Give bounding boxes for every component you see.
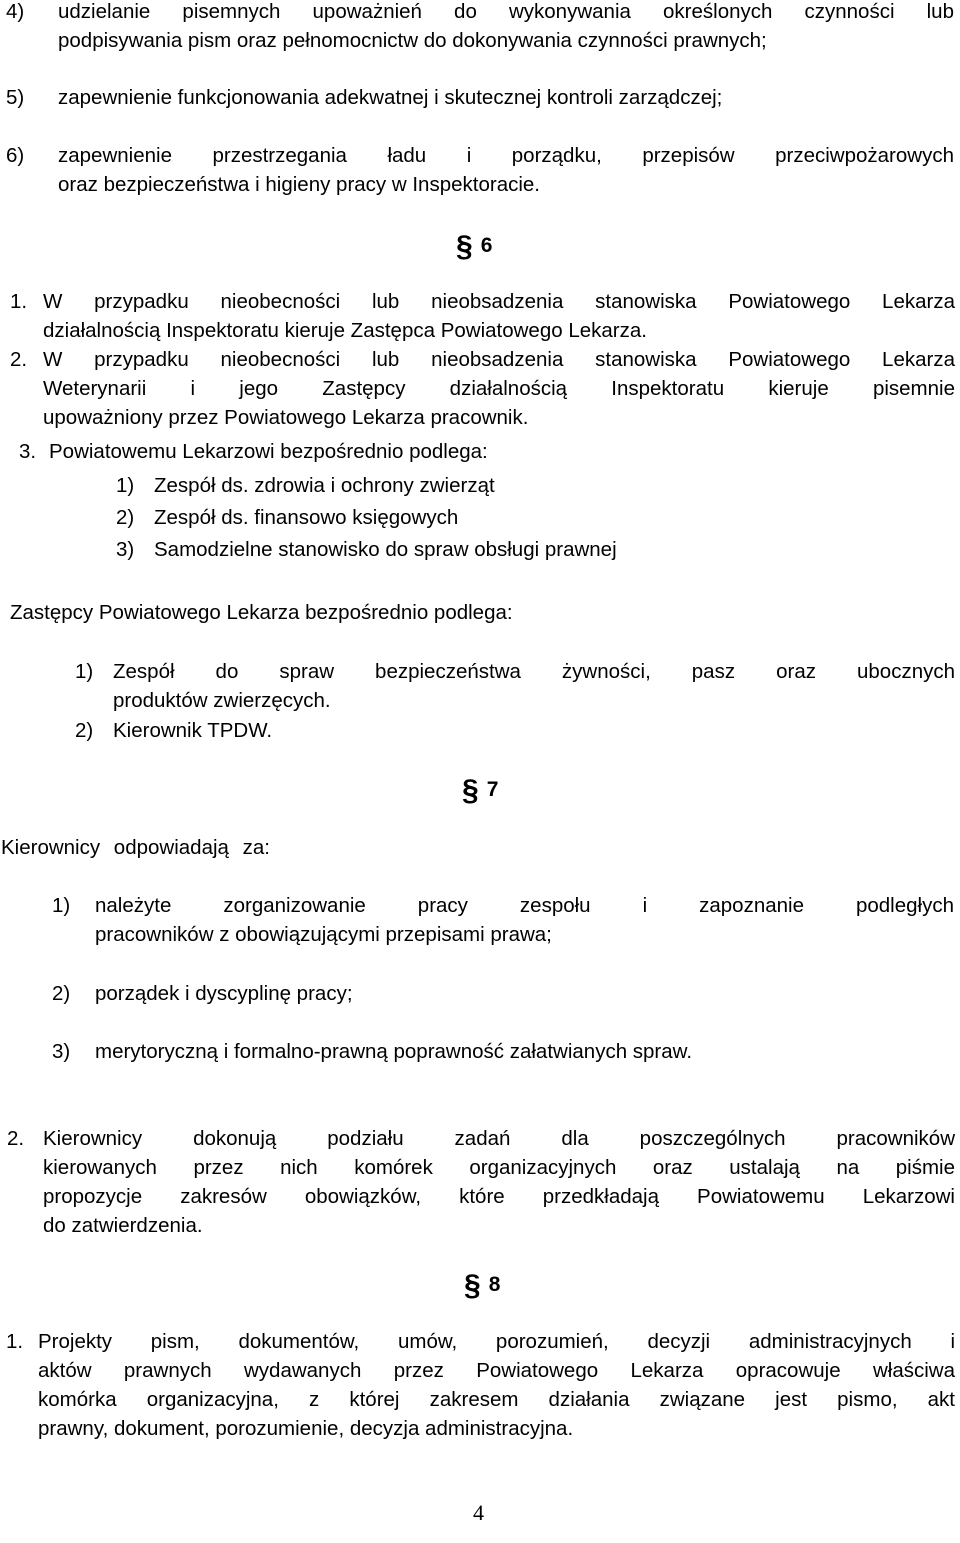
list-item-text-line: zapewnienie przestrzegania ładu i porządku, przepisów przeciwpożarowych: [58, 144, 954, 167]
list-item-text-line: Zespół do spraw bezpieczeństwa żywności, pasz oraz ubocznych: [113, 660, 955, 683]
list-number: 5): [6, 86, 25, 109]
paragraph-text-line: komórka organizacyjna, z której zakresem działania związane jest pismo, akt: [38, 1388, 955, 1411]
list-number: 2): [75, 719, 94, 742]
paragraph-text-line: upoważniony przez Powiatowego Lekarza pracownik.: [43, 406, 529, 429]
section-heading: [464, 1269, 500, 1303]
paragraph-number: 2.: [10, 348, 28, 371]
paragraph-text-line: kierowanych przez nich komórek organizacyjnych oraz ustalają na piśmie: [43, 1156, 955, 1179]
paragraph-number: 3.: [19, 440, 37, 463]
paragraph-text-line: W przypadku nieobecności lub nieobsadzenia stanowiska Powiatowego Lekarza: [43, 348, 955, 371]
section-number: 8: [488, 1273, 501, 1296]
section-heading: [462, 774, 498, 808]
list-item-text-line: Zespół ds. finansowo księgowych: [154, 506, 459, 529]
paragraph-text-line: działalnością Inspektoratu kieruje Zastępca Powiatowego Lekarza.: [43, 319, 647, 342]
paragraph-text-line: propozycje zakresów obowiązków, które przedkładają Powiatowemu Lekarzowi: [43, 1185, 955, 1208]
list-number: 6): [6, 144, 25, 167]
paragraph-number: 1.: [6, 1330, 24, 1353]
paragraph-text-line: aktów prawnych wydawanych przez Powiatowego Lekarza opracowuje właściwa: [38, 1359, 955, 1382]
page-number: 4: [473, 1500, 484, 1525]
list-number: 2): [116, 506, 135, 529]
list-number: 4): [6, 0, 25, 23]
list-item-text-line: produktów zwierzęcych.: [113, 689, 331, 712]
list-item-text-line: należyte zorganizowanie pracy zespołu i zapoznanie podległych: [95, 894, 954, 917]
list-item-text-line: merytoryczną i formalno-prawną poprawność załatwianych spraw.: [95, 1040, 693, 1063]
subheading: Zastępcy Powiatowego Lekarza bezpośrednio podlega:: [10, 601, 513, 624]
section-number: 7: [486, 778, 499, 801]
paragraph-text-line: Projekty pism, dokumentów, umów, porozumień, decyzji administracyjnych i: [38, 1330, 955, 1353]
paragraph-text-line: do zatwierdzenia.: [43, 1214, 203, 1237]
list-number: 1): [52, 894, 71, 917]
section-symbol: §: [462, 774, 479, 807]
paragraph-text-line: Powiatowemu Lekarzowi bezpośrednio podlega:: [49, 440, 488, 463]
section-symbol: §: [464, 1269, 481, 1302]
section-heading: [456, 230, 492, 264]
paragraph-text-line: prawny, dokument, porozumienie, decyzja administracyjna.: [38, 1417, 574, 1440]
list-item-text-line: Kierownik TPDW.: [113, 719, 273, 742]
list-item-text-line: Zespół ds. zdrowia i ochrony zwierząt: [154, 474, 495, 497]
list-number: 3): [52, 1040, 71, 1063]
list-item-text-line: porządek i dyscyplinę pracy;: [95, 982, 353, 1005]
paragraph-number: 2.: [7, 1127, 25, 1150]
subheading: Kierownicy odpowiadają za:: [1, 836, 270, 859]
paragraph-text-line: Kierownicy dokonują podziału zadań dla poszczególnych pracowników: [43, 1127, 955, 1150]
paragraph-text-line: Weterynarii i jego Zastępcy działalnością Inspektoratu kieruje pisemnie: [43, 377, 955, 400]
section-symbol: §: [456, 230, 473, 263]
paragraph-number: 1.: [10, 290, 28, 313]
list-item-text-line: pracowników z obowiązującymi przepisami prawa;: [95, 923, 552, 946]
list-item-text-line: zapewnienie funkcjonowania adekwatnej i skutecznej kontroli zarządczej;: [58, 86, 723, 109]
list-number: 2): [52, 982, 71, 1005]
paragraph-text-line: W przypadku nieobecności lub nieobsadzenia stanowiska Powiatowego Lekarza: [43, 290, 955, 313]
list-item-text-line: oraz bezpieczeństwa i higieny pracy w Inspektoracie.: [58, 173, 540, 196]
list-item-text-line: Samodzielne stanowisko do spraw obsługi prawnej: [154, 538, 617, 561]
list-number: 1): [116, 474, 135, 497]
list-item-text-line: podpisywania pism oraz pełnomocnictw do dokonywania czynności prawnych;: [58, 29, 767, 52]
list-number: 3): [116, 538, 135, 561]
section-number: 6: [480, 234, 493, 257]
list-number: 1): [75, 660, 94, 683]
list-item-text-line: udzielanie pisemnych upoważnień do wykonywania określonych czynności lub: [58, 0, 954, 23]
